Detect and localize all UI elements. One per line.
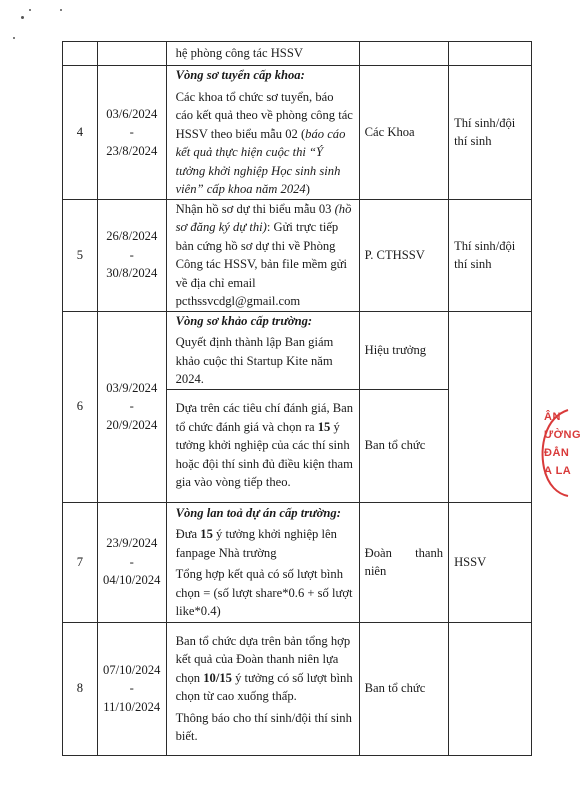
activity-text: Các khoa tổ chức sơ tuyển, báo cáo kết quả theo về phòng công tác HSSV theo biểu mẫu 02 (báo cáo kết quả thực hiện cuộc thi “Ý tưởng khởi nghiệp Học sinh sinh viên” cấp khoa năm 2024) bbox=[175, 89, 353, 196]
activity-text: Quyết định thành lập Ban giám khảo cuộc thi Startup Kite năm 2024. bbox=[175, 335, 334, 386]
date-end: 30/8/2024 bbox=[106, 266, 158, 281]
responsible: Đoàn thanh niên bbox=[359, 502, 448, 622]
activity-text: Đưa 15 ý tưởng khởi nghiệp lên fanpage Nhà trường bbox=[175, 527, 337, 560]
responsible: Các Khoa bbox=[359, 66, 448, 200]
row-number: 8 bbox=[63, 622, 98, 755]
participants: HSSV bbox=[449, 502, 532, 622]
responsible: P. CTHSSV bbox=[359, 199, 448, 311]
date-range bbox=[97, 502, 166, 622]
date-start: 03/6/2024 bbox=[106, 106, 158, 121]
row-number: 7 bbox=[63, 502, 98, 622]
activity-content bbox=[166, 199, 359, 311]
date-end: 11/10/2024 bbox=[103, 699, 161, 714]
date-dash: - bbox=[129, 125, 134, 139]
responsible: Hiệu trưởng bbox=[359, 311, 448, 389]
responsible: Ban tổ chức bbox=[359, 389, 448, 502]
row-number: 5 bbox=[63, 199, 98, 311]
date-start: 07/10/2024 bbox=[103, 662, 161, 677]
date-end: 04/10/2024 bbox=[103, 573, 161, 588]
participants bbox=[449, 622, 532, 755]
date-range bbox=[97, 622, 166, 755]
participants: Thí sinh/đội thí sinh bbox=[449, 199, 532, 311]
date-range bbox=[97, 199, 166, 311]
participants: Thí sinh/đội thí sinh bbox=[449, 66, 532, 200]
date-range bbox=[97, 311, 166, 502]
seal-ring-icon bbox=[538, 408, 581, 498]
activity-content bbox=[166, 311, 359, 389]
stamp-text: ƯỜNG bbox=[544, 429, 581, 441]
activity-content bbox=[166, 66, 359, 200]
date-end: 20/9/2024 bbox=[106, 417, 158, 432]
table-row bbox=[63, 502, 532, 622]
scan-speck bbox=[29, 9, 31, 11]
activity-text: Tổng hợp kết quả có số lượt bình chọn = (số lượt share*0.6 + số lượt like*0.4) bbox=[175, 567, 353, 618]
table-row bbox=[63, 199, 532, 311]
date-start: 26/8/2024 bbox=[106, 229, 158, 244]
date-dash: - bbox=[129, 681, 134, 696]
table-row bbox=[63, 42, 532, 66]
scan-speck bbox=[60, 9, 62, 11]
row-number: 4 bbox=[63, 66, 98, 200]
round-heading: Vòng sơ tuyển cấp khoa: bbox=[175, 68, 305, 82]
stamp-text: ĐẲN bbox=[544, 447, 570, 459]
date-start: 23/9/2024 bbox=[106, 536, 158, 551]
scan-speck bbox=[21, 16, 24, 19]
row-number: 6 bbox=[63, 311, 98, 502]
table-row bbox=[63, 311, 532, 389]
stamp-text: A LA bbox=[544, 465, 572, 477]
activity-text: Ban tổ chức dựa trên bản tổng hợp kết quả của Đoàn thanh niên lựa chọn 10/15 ý tưởng có số lượt bình chọn từ cao xuống thấp. bbox=[175, 633, 353, 703]
date-dash: - bbox=[129, 554, 134, 569]
round-heading: Vòng sơ khảo cấp trường: bbox=[175, 313, 313, 328]
table-row bbox=[63, 66, 532, 200]
activity-content bbox=[166, 622, 359, 755]
date-end: 23/8/2024 bbox=[106, 143, 158, 158]
schedule-table bbox=[62, 41, 532, 756]
stamp-text: ÂN bbox=[544, 411, 561, 423]
participants bbox=[449, 311, 532, 502]
activity-text: Thông báo cho thí sinh/đội thí sinh biết. bbox=[175, 710, 352, 743]
scan-speck bbox=[13, 37, 15, 39]
activity-content bbox=[166, 389, 359, 502]
date-start: 03/9/2024 bbox=[106, 380, 158, 395]
content-continuation: hệ phòng công tác HSSV bbox=[175, 46, 303, 61]
table-row bbox=[63, 622, 532, 755]
activity-text: Dựa trên các tiêu chí đánh giá, Ban tổ chức đánh giá và chọn ra 15 ý tưởng khởi nghiệp của các thí sinh hoặc đội thí sinh đủ điều kiện tham gia vào vòng tiếp theo. bbox=[175, 401, 354, 490]
date-dash: - bbox=[129, 247, 134, 262]
responsible: Ban tổ chức bbox=[359, 622, 448, 755]
red-seal-stamp bbox=[538, 408, 581, 498]
activity-content bbox=[166, 502, 359, 622]
activity-text: Nhận hồ sơ dự thi biểu mẫu 03 (hồ sơ đăng ký dự thi): Gửi trực tiếp bản cứng hồ sơ dự thi về Phòng Công tác HSSV, bản file mềm gửi về địa chỉ email pcthssvcdgl@gmail.com bbox=[175, 201, 352, 308]
date-dash: - bbox=[129, 399, 134, 414]
date-range bbox=[97, 66, 166, 200]
round-heading: Vòng lan toả dự án cấp trường: bbox=[175, 505, 341, 520]
